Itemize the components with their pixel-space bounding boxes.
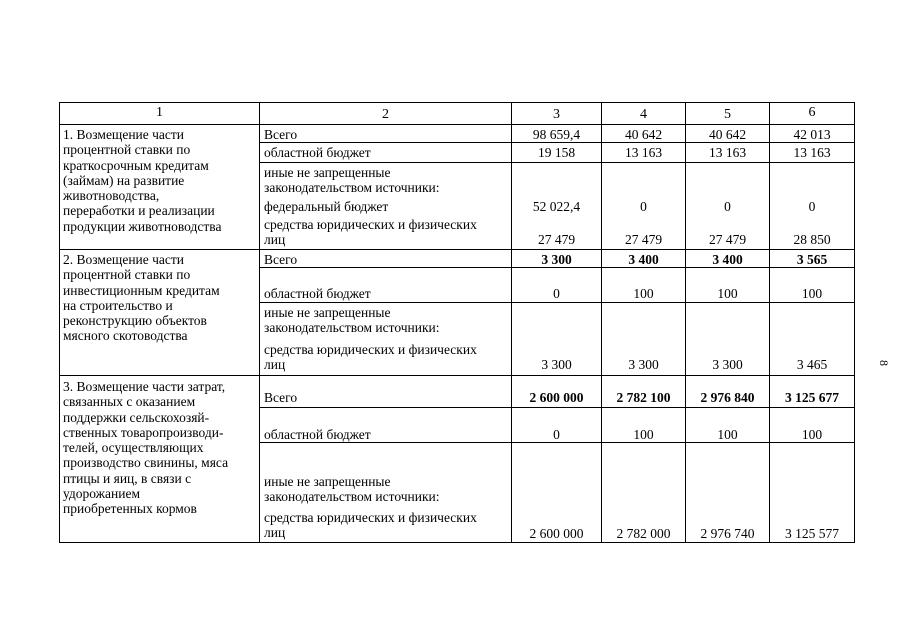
section-3-row-total-label: Всего [264, 390, 298, 405]
section-2-regional-col4: 100 [633, 286, 654, 301]
table-border-right [854, 102, 855, 543]
section-1-total-col4: 40 642 [624, 127, 663, 142]
header-col-5: 5 [724, 107, 731, 122]
row-divider [259, 142, 855, 143]
section-3-regional-col5: 100 [717, 427, 738, 442]
header-col-2: 2 [382, 107, 389, 122]
section-1-federal-col5: 0 [724, 199, 731, 214]
section-1-total-col5: 40 642 [708, 127, 747, 142]
section-2-total-col3: 3 300 [541, 252, 572, 267]
section-1-federal-col4: 0 [640, 199, 647, 214]
section-3-private-col6: 3 125 577 [785, 526, 839, 541]
section-3-regional-col4: 100 [633, 427, 654, 442]
col-divider [511, 102, 512, 543]
section-2-private-col4: 3 300 [628, 357, 659, 372]
section-3-row-regional-label: областной бюджет [264, 427, 371, 442]
section-3-description: 3. Возмещение части затрат, связанных с оказанием поддержки сельскохозяй- ственных товаропроизводи- телей, осуществляющих производство свинины, мяса птицы и яиц, в связи с удорожанием приобретенных кормов [63, 379, 229, 517]
section-1-private-col6: 28 850 [793, 232, 831, 247]
section-2-total-col5: 3 400 [712, 252, 743, 267]
section-2-private-col3: 3 300 [541, 357, 572, 372]
section-1-row-regional-label: областной бюджет [264, 145, 371, 160]
col-divider [601, 102, 602, 543]
header-col-1: 1 [156, 105, 163, 120]
section-1-row-other-label: иные не запрещенные законодательством источники: [264, 165, 440, 196]
section-1-private-col3: 27 479 [537, 232, 576, 247]
section-3-row-private-label: средства юридических и физических лиц [264, 510, 477, 541]
section-2-regional-col3: 0 [553, 286, 560, 301]
section-1-private-col4: 27 479 [624, 232, 663, 247]
section-3-private-col3: 2 600 000 [529, 526, 584, 541]
section-divider [59, 249, 855, 250]
section-2-description: 2. Возмещение части процентной ставки по инвестиционным кредитам на строительство и реконструкцию объектов мясного скотоводства [63, 252, 220, 344]
section-2-row-other-label: иные не запрещенные законодательством источники: [264, 305, 440, 336]
section-divider [59, 375, 855, 376]
section-3-regional-col3: 0 [553, 427, 560, 442]
section-3-regional-col6: 100 [801, 427, 823, 442]
section-1-regional-col5: 13 163 [708, 145, 747, 160]
funding-table [59, 102, 855, 543]
section-2-private-col5: 3 300 [712, 357, 743, 372]
section-1-private-col5: 27 479 [708, 232, 747, 247]
section-3-total-col3: 2 600 000 [529, 390, 584, 405]
section-1-regional-col6: 13 163 [793, 145, 831, 160]
section-2-row-private-label: средства юридических и физических лиц [264, 342, 477, 373]
section-2-row-total-label: Всего [264, 252, 298, 267]
section-3-private-col4: 2 782 000 [616, 526, 671, 541]
section-3-total-col6: 3 125 677 [785, 390, 839, 405]
section-2-total-col4: 3 400 [628, 252, 659, 267]
section-1-regional-col3: 19 158 [537, 145, 576, 160]
section-2-row-regional-label: областной бюджет [264, 286, 371, 301]
section-1-row-federal-label: федеральный бюджет [264, 199, 389, 214]
table-border-top [59, 102, 855, 103]
section-1-description: 1. Возмещение части процентной ставки по краткосрочным кредитам (займам) на развитие животноводства, переработки и реализации продукции животноводства [63, 127, 222, 234]
section-3-private-col5: 2 976 740 [700, 526, 755, 541]
section-2-total-col6: 3 565 [796, 252, 828, 267]
page-number: 8 [877, 360, 891, 366]
col-divider [259, 102, 260, 543]
header-col-4: 4 [640, 107, 647, 122]
row-divider [259, 302, 855, 303]
section-1-federal-col3: 52 022,4 [532, 199, 581, 214]
table-border-left [59, 102, 60, 543]
section-1-row-total-label: Всего [264, 127, 298, 142]
col-divider [769, 102, 770, 543]
table-border-bottom [59, 542, 855, 543]
header-col-3: 3 [553, 107, 560, 122]
section-1-total-col6: 42 013 [793, 127, 831, 142]
row-divider [259, 267, 855, 268]
section-1-federal-col6: 0 [808, 199, 816, 214]
row-divider [259, 162, 855, 163]
section-1-regional-col4: 13 163 [624, 145, 663, 160]
section-2-regional-col5: 100 [717, 286, 738, 301]
col-divider [685, 102, 686, 543]
section-1-total-col3: 98 659,4 [532, 127, 581, 142]
section-2-private-col6: 3 465 [796, 357, 828, 372]
section-2-regional-col6: 100 [801, 286, 823, 301]
header-col-6: 6 [808, 105, 816, 120]
row-divider [259, 407, 855, 408]
row-divider [259, 442, 855, 443]
section-3-total-col4: 2 782 100 [616, 390, 671, 405]
section-3-row-other-label: иные не запрещенные законодательством источники: [264, 474, 440, 505]
section-1-row-private-label: средства юридических и физических лиц [264, 217, 477, 248]
header-divider [59, 124, 855, 125]
section-3-total-col5: 2 976 840 [700, 390, 755, 405]
